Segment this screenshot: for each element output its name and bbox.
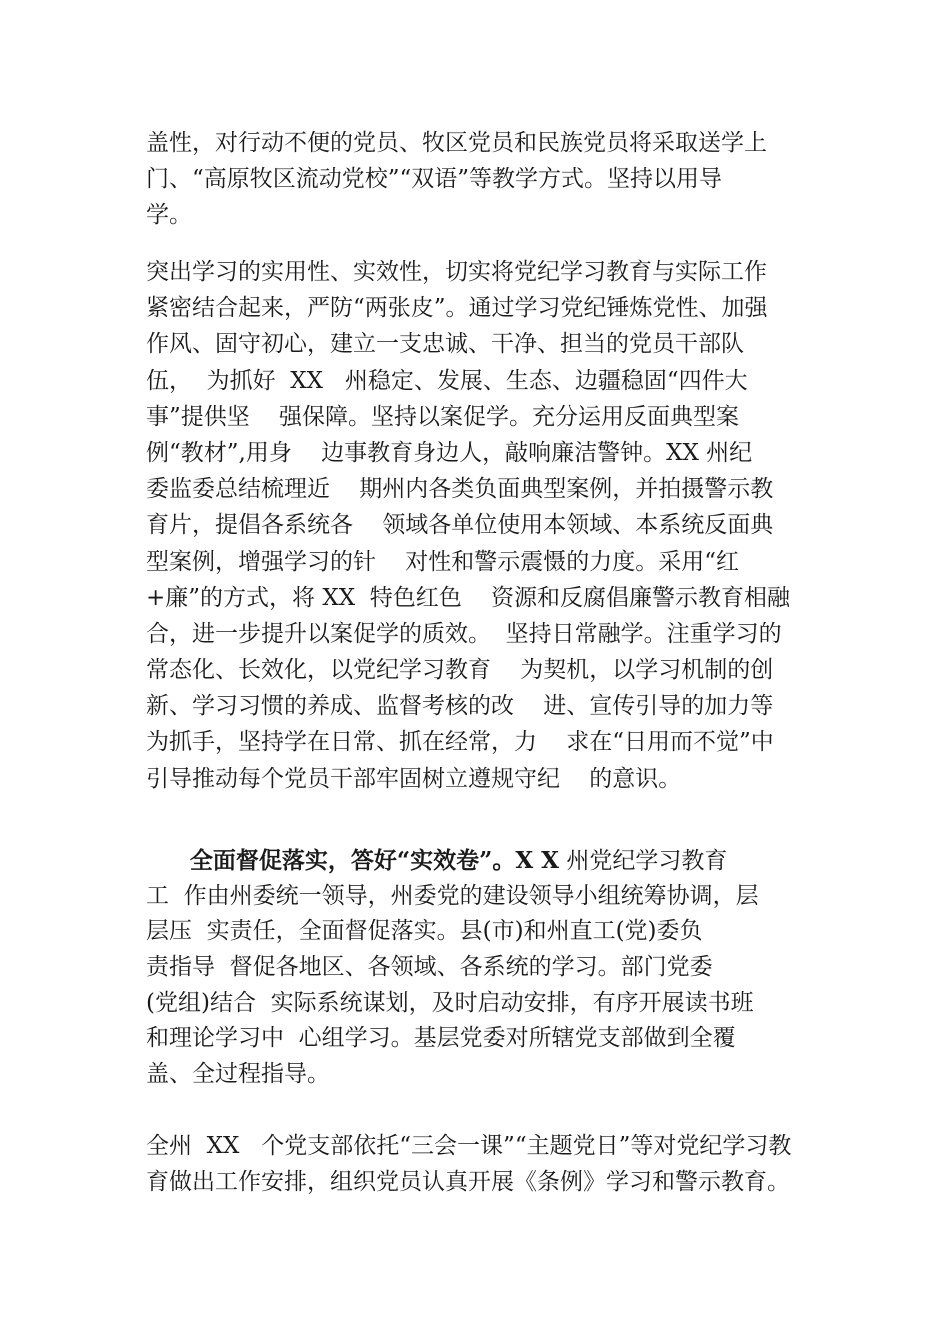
lead-text: 州党纪学习教育 (559, 848, 728, 874)
text-line: 和理论学习中 心组学习。基层党委对所辖党支部做到全覆 (146, 1025, 736, 1052)
text-line: (党组)结合 实际系统谋划，及时启动安排，有序开展读书班 (146, 989, 754, 1016)
text-line: 事”提供坚 强保障。坚持以案促学。充分运用反面典型案 (146, 403, 740, 430)
text-line: 学。 (146, 202, 192, 228)
text-line: 盖、全过程指导。 (146, 1061, 330, 1088)
text-line: 引导推动每个党员干部牢固树立遵规守纪 的意识。 (146, 765, 682, 792)
text-line: 紧密结合起来，严防“两张皮”。通过学习党纪锤炼党性、加强 (146, 295, 768, 322)
text-line: 常态化、长效化，以党纪学习教育 为契机，以学习机制的创 (146, 657, 774, 684)
paragraph-3 (146, 843, 826, 1093)
text-line: 作风、固守初心，建立一支忠诚、干净、担当的党员干部队 (146, 331, 744, 358)
paragraph-4 (146, 1128, 826, 1200)
text-line: 层压 实责任，全面督促落实。县(市)和州直工(党)委负 (146, 918, 703, 945)
text-line: 例“教材”,用身 边事教育身边人，敲响廉洁警钟。XX 州纪 (146, 439, 753, 466)
paragraph-1 (146, 125, 826, 233)
paragraph-2 (146, 254, 826, 833)
lead-line (146, 843, 826, 879)
text-line: +廉”的方式，将 XX 特色红色 资源和反腐倡廉警示教育相融 (146, 584, 790, 611)
text-line: 合，进一步提升以案促学的质效。 坚持日常融学。注重学习的 (146, 620, 782, 647)
text-line: 全州 XX 个党支部依托“三会一课”“主题党日”等对党纪学习教 (146, 1133, 792, 1159)
text-line: 工 作由州委统一领导，州委党的建设领导小组统筹协调，层 (146, 882, 759, 909)
text-line: 门、“高原牧区流动党校”“双语”等教学方式。坚持以用导 (146, 166, 723, 192)
text-line: 盖性，对行动不便的党员、牧区党员和民族党员将采取送学上 (146, 130, 767, 156)
text-line: 伍， 为抓好 XX 州稳定、发展、生态、边疆稳固“四件大 (146, 367, 748, 394)
text-line: 为抓手，坚持学在日常、抓在经常，力 求在“日用而不觉”中 (146, 729, 774, 756)
text-line: 新、学习习惯的养成、监督考核的改 进、宣传引导的加力等 (146, 693, 774, 720)
text-line: 委监委总结梳理近 期州内各类负面典型案例，并拍摄警示教 (146, 476, 774, 503)
text-line: 突出学习的实用性、实效性，切实将党纪学习教育与实际工作 (146, 259, 767, 285)
text-line (146, 797, 826, 833)
section-heading: 全面督促落实，答好“实效卷”。X X (189, 847, 560, 874)
text-line: 型案例，增强学习的针 对性和警示震慑的力度。采用“红 (146, 548, 740, 575)
text-line: 责指导 督促各地区、各领域、各系统的学习。部门党委 (146, 954, 713, 981)
text-line: 育片，提倡各系统各 领域各单位使用本领域、本系统反面典 (146, 512, 774, 539)
text-line: 育做出工作安排，组织党员认真开展《条例》学习和警示教育。 (146, 1169, 790, 1195)
